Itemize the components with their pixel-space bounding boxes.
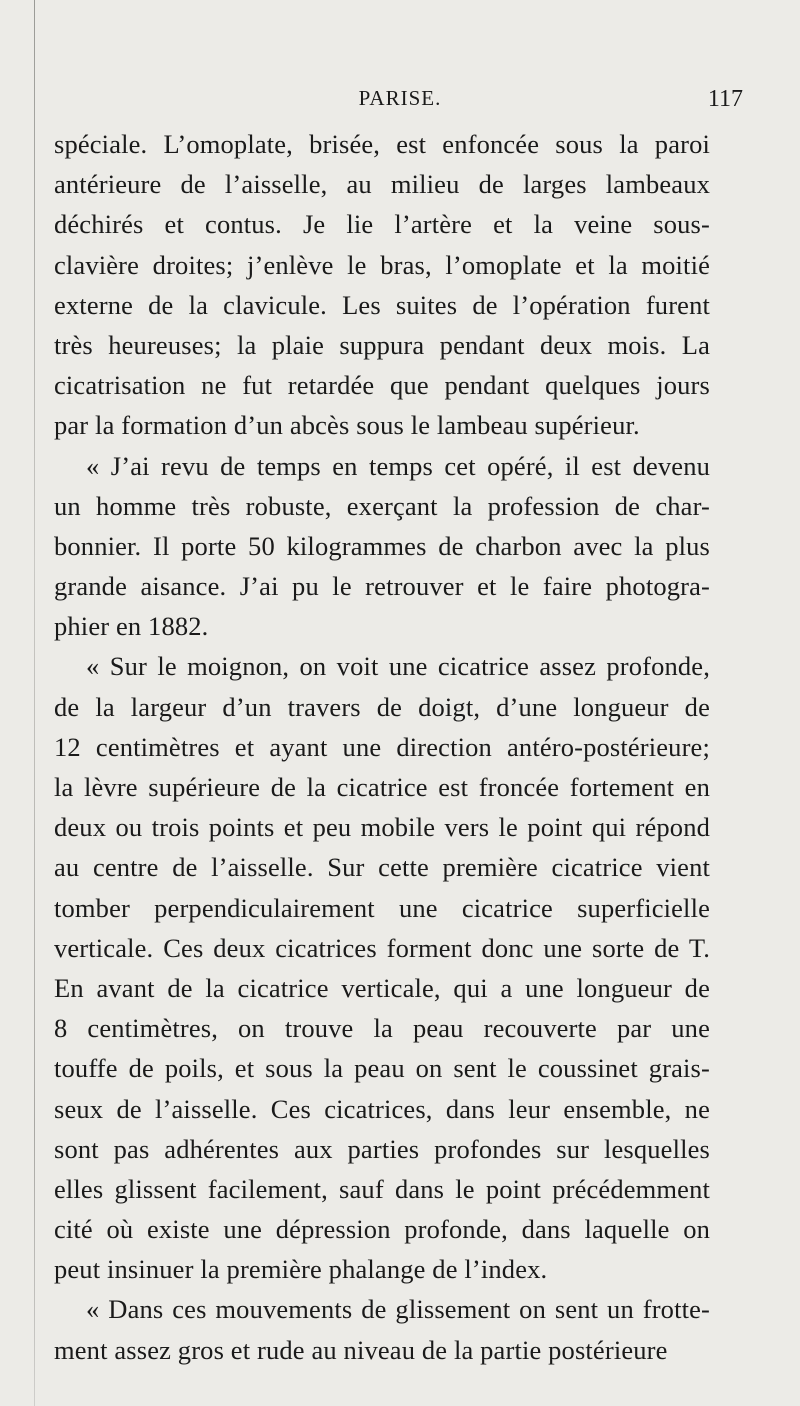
page-number: 117 bbox=[707, 86, 743, 112]
text-line: par la formation d’un abcès sous le lambeau supérieur. bbox=[54, 410, 640, 441]
text-line: spéciale. L’omoplate, brisée, est enfoncée sous la paroi bbox=[54, 129, 710, 159]
text-line: déchirés et contus. Je lie l’artère et la veine sous- bbox=[54, 209, 710, 240]
text-line: 8 centimètres, on trouve la peau recouverte par une bbox=[54, 1013, 710, 1044]
text-line: un homme très robuste, exerçant la profession de char- bbox=[54, 490, 710, 521]
text-line: sont pas adhérentes aux parties profondes sur lesquelles bbox=[54, 1133, 710, 1164]
text-line: touffe de poils, et sous la peau on sent le coussinet grais- bbox=[54, 1053, 710, 1084]
text-line: antérieure de l’aisselle, au milieu de larges lambeaux bbox=[54, 169, 710, 200]
text-line: « Sur le moignon, on voit une cicatrice assez profonde, bbox=[86, 651, 710, 682]
text-line: au centre de l’aisselle. Sur cette première cicatrice vient bbox=[54, 852, 710, 883]
text-line: clavière droites; j’enlève le bras, l’omoplate et la moitié bbox=[54, 249, 710, 280]
text-line: très heureuses; la plaie suppura pendant deux mois. La bbox=[54, 329, 710, 360]
text-line: la lèvre supérieure de la cicatrice est froncée fortement en bbox=[54, 772, 710, 802]
text-line: cité où existe une dépression profonde, dans laquelle on bbox=[54, 1214, 710, 1245]
text-line: seux de l’aisselle. Ces cicatrices, dans leur ensemble, ne bbox=[54, 1093, 710, 1124]
text-line: verticale. Ces deux cicatrices forment donc une sorte de T. bbox=[54, 932, 710, 963]
text-line: phier en 1882. bbox=[54, 611, 209, 642]
text-line: deux ou trois points et peu mobile vers le point qui répond bbox=[54, 812, 710, 843]
text-line: En avant de la cicatrice verticale, qui a une longueur de bbox=[54, 972, 710, 1003]
text-line: elles glissent facilement, sauf dans le point précédemment bbox=[54, 1173, 710, 1204]
running-head bbox=[0, 86, 800, 116]
text-line: cicatrisation ne fut retardée que pendant quelques jours bbox=[54, 370, 710, 401]
text-line: tomber perpendiculairement une cicatrice superficielle bbox=[54, 892, 710, 923]
text-line: ment assez gros et rude au niveau de la partie postérieure bbox=[54, 1334, 668, 1365]
text-line: « Dans ces mouvements de glissement on sent un frotte- bbox=[86, 1294, 710, 1325]
text-line: de la largeur d’un travers de doigt, d’une longueur de bbox=[54, 691, 710, 722]
text-line: 12 centimètres et ayant une direction antéro-postérieure; bbox=[54, 731, 710, 762]
page-edge bbox=[34, 0, 35, 1406]
text-line: grande aisance. J’ai pu le retrouver et le faire photogra- bbox=[54, 571, 710, 602]
text-line: « J’ai revu de temps en temps cet opéré, il est devenu bbox=[86, 450, 710, 481]
text-line: bonnier. Il porte 50 kilogrammes de charbon avec la plus bbox=[54, 530, 710, 561]
text-line: peut insinuer la première phalange de l’index. bbox=[54, 1254, 548, 1285]
running-title: PARISE. bbox=[358, 86, 442, 110]
body-text bbox=[54, 124, 710, 1370]
text-line: externe de la clavicule. Les suites de l’opération furent bbox=[54, 289, 710, 320]
